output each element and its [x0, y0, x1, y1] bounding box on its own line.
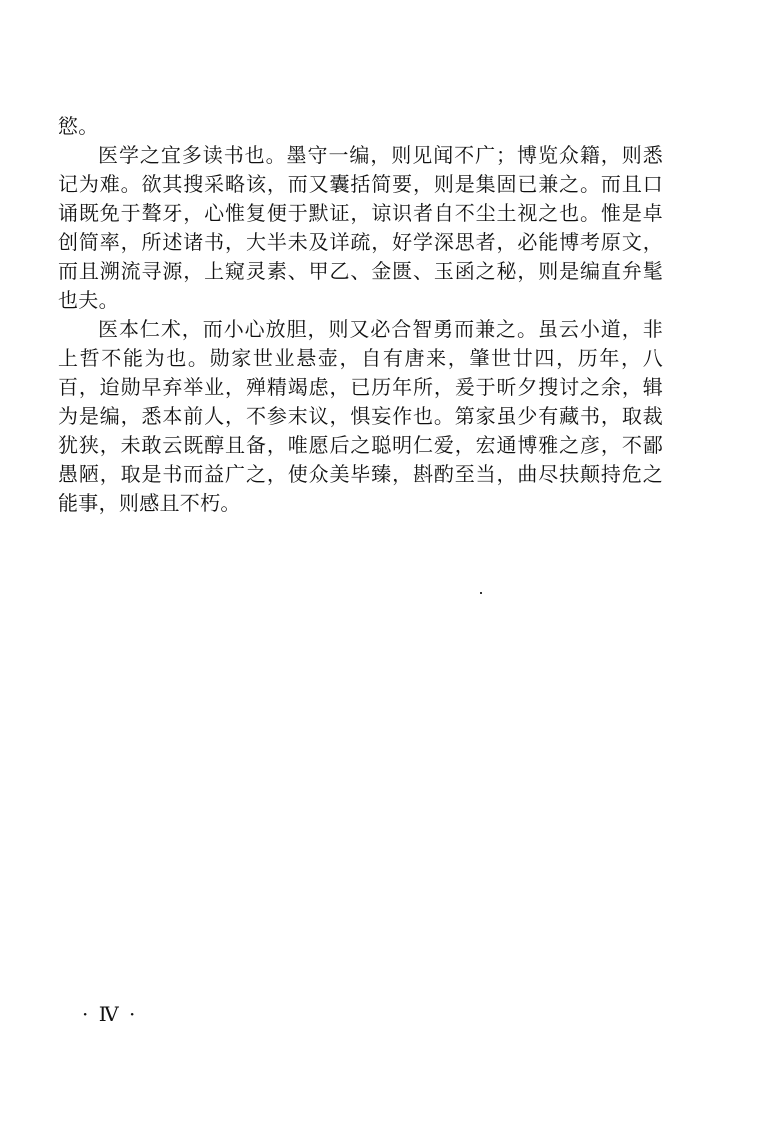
scan-speck: [480, 592, 482, 594]
body-text: [58, 112, 663, 518]
paragraph-fragment: 慾。: [58, 114, 99, 138]
paragraph-benevolence: 医本仁术，而小心放胆，则又必合智勇而兼之。虽云小道，非上哲不能为也。勋家世业悬壶，自有唐来，肇世廿四，历年，八百，迨勋早弃举业，殚精竭虑，已历年所，爰于昕夕搜讨之余，辑为是编，悉本前人，不参末议，惧妄作也。第家虽少有藏书，取裁犹狭，未敢云既醇且备，唯愿后之聪明仁爱，宏通博雅之彦，不鄙愚陋，取是书而益广之，使众美毕臻，斟酌至当，曲尽扶颠持危之能事，则感且不朽。: [58, 317, 663, 515]
page-number: · Ⅳ ·: [82, 1002, 138, 1026]
paragraph-reading: 医学之宜多读书也。墨守一编，则见闻不广；博览众籍，则悉记为难。欲其搜采略该，而又囊括简要，则是集固已兼之。而且口诵既免于聱牙，心惟复便于默证，谅识者自不尘土视之也。惟是卓创简率，所述诸书，大半未及详疏，好学深思者，必能博考原文，而且溯流寻源，上窥灵素、甲乙、金匮、玉函之秘，则是编直弁髦也夫。: [58, 143, 663, 312]
